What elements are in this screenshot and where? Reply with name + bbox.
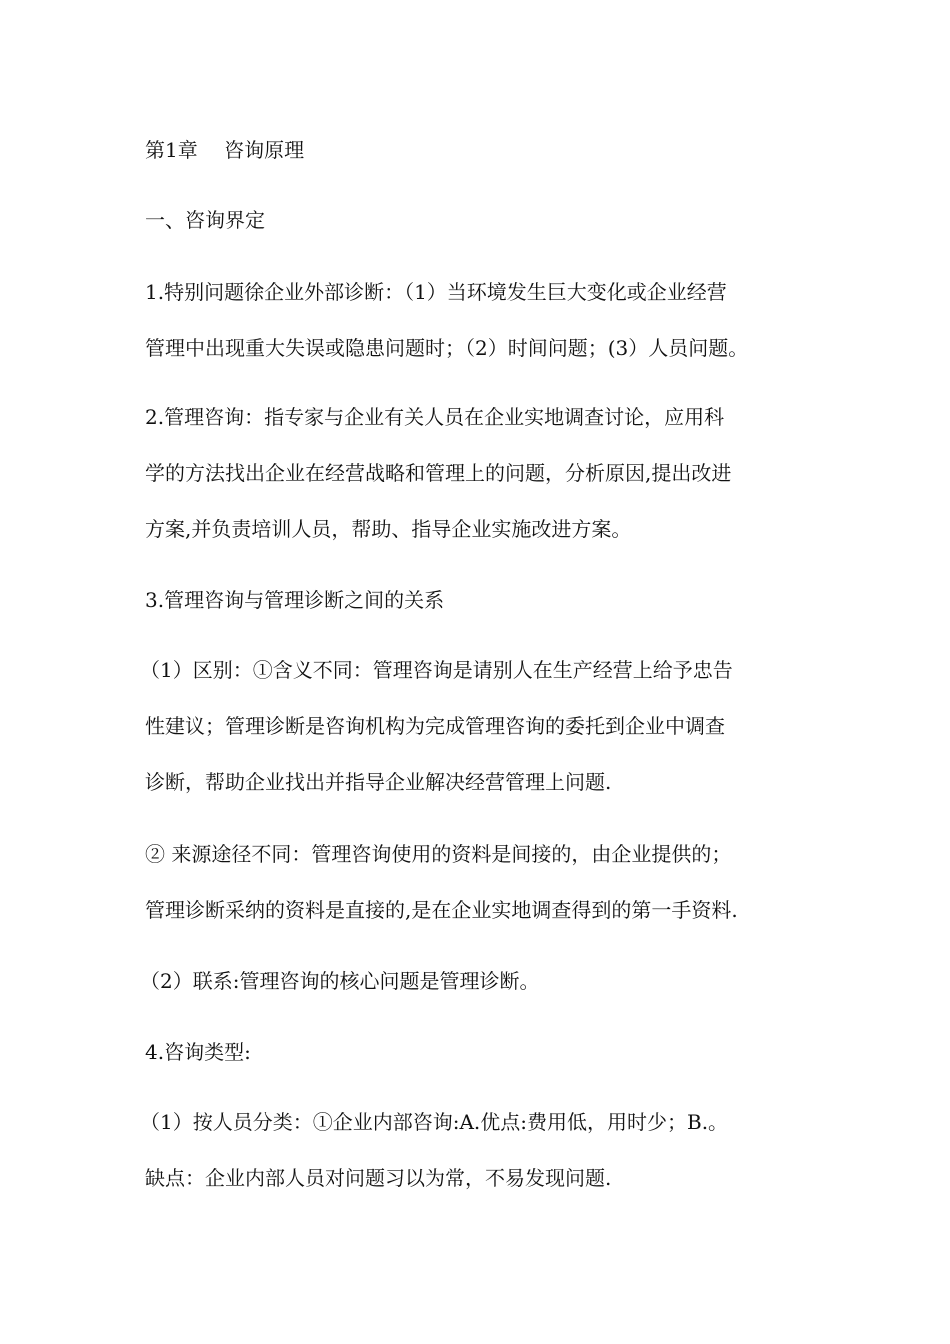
paragraph-line: 4.咨询类型:	[145, 1040, 251, 1064]
paragraph-line: （1）区别：①含义不同：管理咨询是请别人在生产经营上给予忠告	[140, 658, 733, 682]
section-title: 一、咨询界定	[145, 208, 265, 232]
paragraph-line: （2）联系:管理咨询的核心问题是管理诊断。	[140, 969, 540, 993]
paragraph-line: （1）按人员分类：①企业内部咨询:A.优点:费用低，用时少；B.。	[140, 1110, 729, 1134]
paragraph-line: ② 来源途径不同：管理咨询使用的资料是间接的，由企业提供的；	[145, 842, 732, 866]
paragraph-line: 性建议；管理诊断是咨询机构为完成管理咨询的委托到企业中调查	[145, 714, 725, 738]
paragraph-line: 管理诊断采纳的资料是直接的,是在企业实地调查得到的第一手资料.	[145, 898, 738, 922]
chapter-title: 第1章 咨询原理	[145, 138, 305, 162]
paragraph-line: 3.管理咨询与管理诊断之间的关系	[145, 588, 445, 612]
paragraph-line: 管理中出现重大失误或隐患问题时；（2）时间问题；(3）人员问题。	[145, 336, 749, 360]
paragraph-line: 1.特别问题徐企业外部诊断：（1）当环境发生巨大变化或企业经营	[145, 280, 727, 304]
paragraph-line: 缺点：企业内部人员对问题习以为常，不易发现问题.	[145, 1166, 612, 1190]
paragraph-line: 方案,并负责培训人员，帮助、指导企业实施改进方案。	[145, 517, 632, 541]
paragraph-line: 2.管理咨询：指专家与企业有关人员在企业实地调查讨论，应用科	[145, 405, 725, 429]
paragraph-line: 诊断，帮助企业找出并指导企业解决经营管理上问题.	[145, 770, 612, 794]
paragraph-line: 学的方法找出企业在经营战略和管理上的问题，分析原因,提出改进	[145, 461, 732, 485]
